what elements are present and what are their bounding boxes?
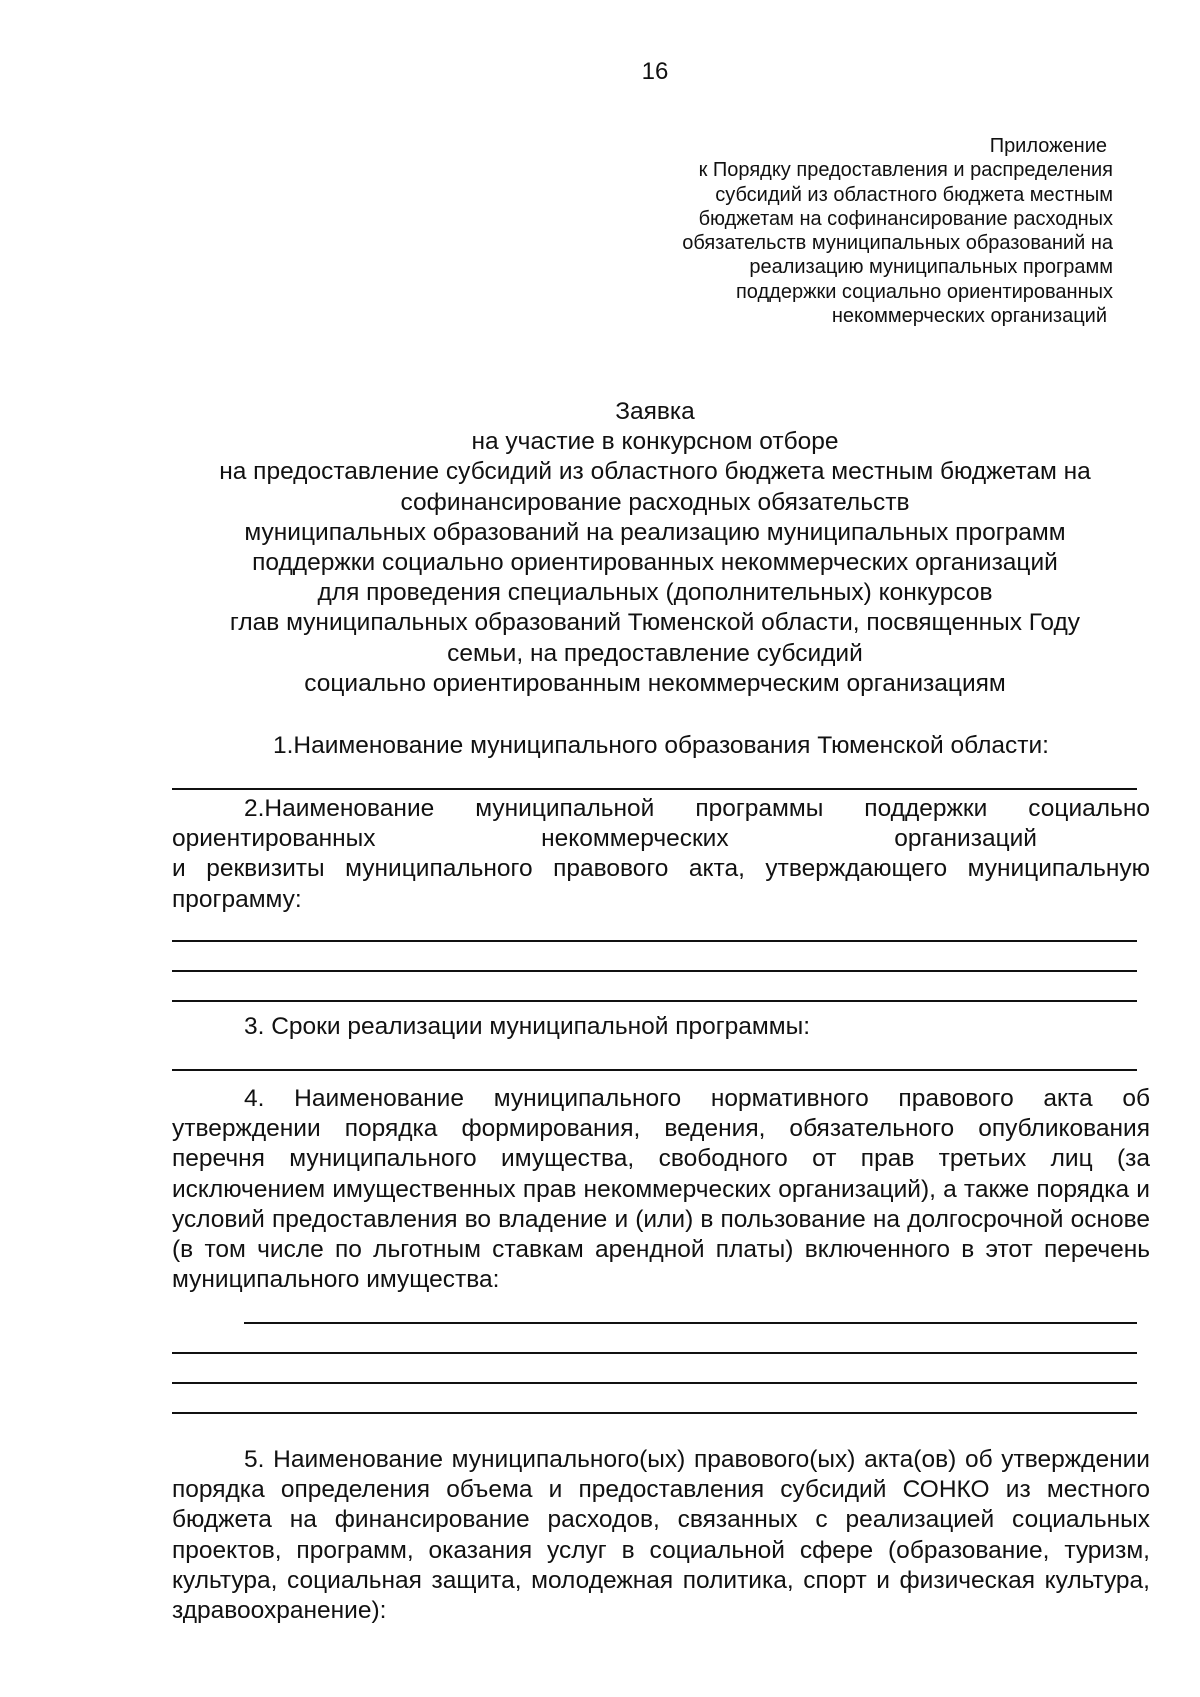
item-1-text: 1.Наименование муниципального образования Тюменской области: bbox=[273, 732, 1049, 759]
title-line: глав муниципальных образований Тюменской области, посвященных Году bbox=[229, 609, 1081, 637]
item-4-answer-line[interactable] bbox=[172, 1382, 1137, 1384]
item-2-answer-line[interactable] bbox=[172, 1000, 1137, 1002]
item-2-block bbox=[172, 794, 1150, 915]
appendix-line: к Порядку предоставления и распределения bbox=[698, 159, 1113, 182]
title-line: на предоставление субсидий из областного бюджета местным бюджетам на bbox=[219, 458, 1091, 486]
item-5-text: 5. Наименование муниципального(ых) правового(ых) акта(ов) об утверждении порядка определения объема и предоставления субсидий СОНКО из местного бюджета на финансирование расходов, связанных с реализацией социальных проектов, программ, оказания услуг в социальной сфере (образование, туризм, культура, социальная защита, молодежная политика, спорт и физическая культура, здравоохранение): bbox=[172, 1446, 1150, 1625]
item-4-text: 4. Наименование муниципального нормативного правового акта об утверждении порядка формирования, ведения, обязательного опубликования перечня муниципального имущества, свободного от прав третьих лиц (за исключением имущественных прав некоммерческих организаций), а также порядка и условий предоставления во владение и (или) в пользование на долгосрочной основе (в том числе по льготным ставкам арендной платы) включенного в этот перечень муниципального имущества: bbox=[172, 1085, 1150, 1294]
title-line: софинансирование расходных обязательств bbox=[400, 488, 910, 516]
item-2-answer-line[interactable] bbox=[172, 940, 1137, 942]
item-4-answer-line[interactable] bbox=[244, 1322, 1137, 1324]
title-line: социально ориентированным некоммерческим организациям bbox=[304, 669, 1006, 697]
item-3-answer-line[interactable] bbox=[172, 1069, 1137, 1071]
title-line: на участие в конкурсном отборе bbox=[471, 428, 839, 456]
item-2-first-line: 2.Наименование муниципальной программы поддержки социально bbox=[244, 795, 1150, 822]
item-2-rest: и реквизиты муниципального правового акта, утверждающего муниципальную программу: bbox=[172, 855, 1150, 913]
title-line: семьи, на предоставление субсидий bbox=[447, 639, 863, 667]
page-number: 16 bbox=[641, 58, 669, 85]
appendix-line: поддержки социально ориентированных bbox=[735, 280, 1113, 303]
appendix-line: субсидий из областного бюджета местным bbox=[715, 183, 1113, 206]
appendix-line: обязательств муниципальных образований на bbox=[682, 232, 1113, 255]
item-4-answer-line[interactable] bbox=[172, 1352, 1137, 1354]
document-title bbox=[160, 397, 1150, 699]
item-1-answer-line[interactable] bbox=[172, 788, 1137, 790]
appendix-line: некоммерческих организаций bbox=[831, 305, 1107, 328]
title-line: Заявка bbox=[615, 398, 695, 425]
appendix-line: бюджетам на софинансирование расходных bbox=[698, 207, 1113, 230]
title-line: муниципальных образований на реализацию муниципальных программ bbox=[244, 518, 1066, 546]
item-2-word: организаций bbox=[894, 825, 1037, 853]
title-line: для проведения специальных (дополнительных) конкурсов bbox=[317, 579, 993, 607]
appendix-line: реализацию муниципальных программ bbox=[749, 256, 1113, 279]
item-3-text: 3. Сроки реализации муниципальной программы: bbox=[244, 1013, 811, 1040]
item-4-answer-line[interactable] bbox=[172, 1412, 1137, 1414]
item-2-answer-line[interactable] bbox=[172, 970, 1137, 972]
appendix-note bbox=[593, 134, 1113, 328]
appendix-line: Приложение bbox=[989, 135, 1107, 157]
item-2-word: ориентированных bbox=[172, 825, 376, 853]
item-2-second-line bbox=[172, 824, 1037, 854]
title-line: поддержки социально ориентированных некоммерческих организаций bbox=[252, 549, 1058, 577]
item-2-word: некоммерческих bbox=[541, 825, 729, 853]
